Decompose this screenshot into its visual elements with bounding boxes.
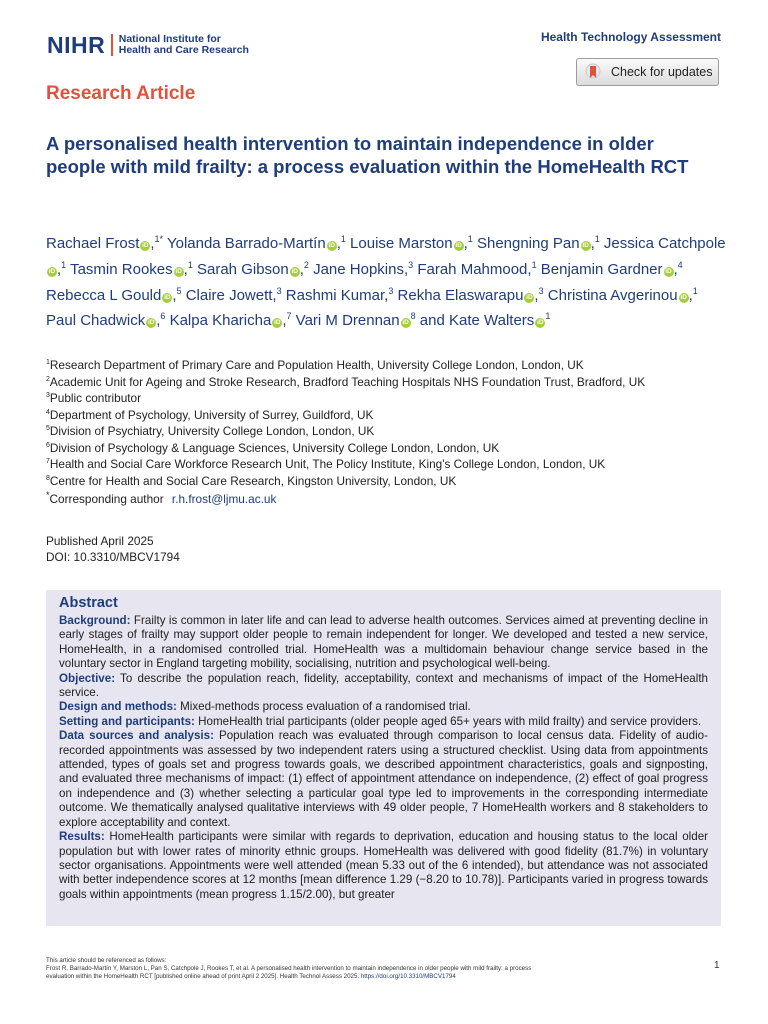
author-affiliation-sup: 8	[410, 311, 416, 322]
orcid-icon[interactable]: iD	[537, 319, 544, 327]
article-title: A personalised health intervention to maintain independence in older people with mild frailty: a process evaluation within the HomeHealth RCT	[46, 133, 689, 177]
abstract-heading: Abstract	[59, 595, 118, 611]
affiliation-item	[46, 356, 736, 373]
abstract-section-label: Background:	[59, 614, 131, 627]
author-affiliation-sup: 6	[160, 311, 166, 322]
author-name: Vari M Drennan	[295, 312, 400, 330]
orcid-icon[interactable]: iD	[328, 242, 335, 249]
author-name: Farah Mahmood	[417, 260, 528, 278]
author: Tasmin Rookes iD ,$^1$	[70, 259, 193, 278]
abstract-section	[59, 830, 708, 902]
author: Claire Jowett,$^3$	[185, 285, 282, 304]
logo-mark: NIHR	[47, 31, 106, 58]
author-affiliation-sup: 1	[545, 311, 551, 322]
author: Sarah Gibson iD ,$^2$	[197, 259, 309, 278]
author-name: Christina Avgerinou	[547, 286, 678, 304]
orcid-icon[interactable]: iD	[291, 267, 298, 275]
check-for-updates-label: Check for updates	[611, 65, 713, 79]
author-name: Rebecca L Gould	[46, 286, 162, 304]
author-affiliation-sup: 1*	[154, 234, 164, 244]
affiliation-text: Division of Psychiatry, University College London, London, UK	[49, 423, 375, 438]
author-affiliation-sup: 7	[286, 311, 292, 322]
author: Paul Chadwick iD ,$^6$	[46, 311, 166, 330]
bookmark-icon	[585, 63, 601, 81]
nihr-logo	[47, 31, 249, 59]
orcid-icon[interactable]: iD	[402, 319, 409, 327]
logo-name-line2: Health and Care Research	[118, 44, 249, 56]
journal-name[interactable]: Health Technology Assessment	[540, 30, 721, 44]
orcid-icon[interactable]: iD	[142, 242, 149, 249]
abstract-section-text: HomeHealth participants were similar with regards to deprivation, education and housing status to the local older population but with lower rates of minority ethnic groups. HomeHealth was delivered with good fidelity (81.7%) in voluntary sector organisations. Appointments were well attended (mean 5.33 out of the 6 intended), but attendance was not associated with better independence scores at 12 months [mean difference 1.29 (−8.20 to 10.78)]. Participants varied in progress towards goals within appointments (mean progress 1.15/2.00), but greater	[59, 830, 708, 901]
author-name: Kate Walters	[449, 312, 535, 330]
orcid-icon[interactable]: iD	[164, 293, 171, 301]
author-name: Jessica Catchpole	[603, 235, 726, 252]
orcid-icon[interactable]: iD	[175, 267, 182, 275]
author-affiliation-sup: 3	[408, 259, 414, 270]
author-affiliation-sup: 4	[677, 259, 683, 270]
author-name: Tasmin Rookes	[70, 260, 173, 278]
author-name: Rachael Frost	[46, 235, 140, 252]
author: Yolanda Barrado-Martín iD ,$^1$	[166, 234, 346, 252]
affiliation-text: Research Department of Primary Care and Population Health, University College London, London, UK	[49, 357, 584, 372]
author: Rashmi Kumar,$^3$	[285, 285, 394, 304]
orcid-icon[interactable]: iD	[680, 293, 687, 301]
author-affiliation-sup: 3	[276, 285, 282, 296]
affiliation-number: 8	[46, 474, 50, 482]
author-affiliation-sup: 1	[467, 234, 473, 244]
author: Farah Mahmood,$^1$	[417, 259, 537, 278]
affiliation-text: Centre for Health and Social Care Research, Kingston University, London, UK	[49, 473, 457, 488]
author-affiliation-sup: 1	[61, 259, 67, 270]
abstract-section-label: Design and methods:	[59, 700, 177, 714]
abstract-section-text: To describe the population reach, fidelity, acceptability, context and mechanisms of impact of the HomeHealth service.	[59, 671, 708, 700]
affiliations	[46, 356, 736, 488]
published-date: Published April 2025	[46, 534, 154, 548]
author: Shengning Pan iD ,$^1$	[476, 234, 600, 252]
abstract-section-label: Data sources and analysis:	[59, 729, 214, 743]
author: Kalpa Kharicha iD ,$^7$	[169, 311, 292, 330]
abstract-section-text: Frailty is common in later life and can lead to adverse health outcomes. Services aimed at preventing decline in early stages of frailty may support older people to remain independent for longer. We developed and tested a new service, HomeHealth, in a randomised controlled trial. HomeHealth was a multidomain behaviour change service based in the voluntary sector in England targeting mobility, socialising, nutrition and psychological well-being.	[59, 614, 708, 671]
orcid-icon[interactable]: iD	[48, 267, 56, 275]
affiliation-item	[46, 439, 736, 456]
abstract-section	[59, 672, 708, 701]
author: Louise Marston iD ,$^1$	[350, 234, 473, 252]
affiliation-item	[46, 455, 736, 472]
orcid-icon[interactable]: iD	[665, 267, 672, 275]
affiliation-text: Division of Psychology & Language Sciences, University College London, London, UK	[49, 440, 500, 455]
affiliation-text: Public contributor	[49, 390, 142, 405]
affiliation-number: 2	[46, 375, 50, 383]
author-name: Rekha Elaswarapu	[397, 286, 524, 304]
orcid-icon[interactable]: iD	[274, 319, 281, 327]
page-number: 1	[714, 960, 720, 971]
affiliation-number: 5	[46, 425, 50, 433]
author-affiliation-sup: 3	[538, 285, 544, 296]
affiliation-number: 6	[46, 441, 50, 449]
abstract-section	[59, 700, 708, 714]
logo-name-line1: National Institute for	[118, 32, 221, 45]
abstract-section-text: HomeHealth trial participants (older people aged 65+ years with mild frailty) and service providers.	[194, 714, 702, 728]
abstract-section	[59, 614, 708, 672]
author-name: Sarah Gibson	[197, 260, 289, 278]
abstract-section-label: Setting and participants:	[59, 714, 195, 728]
citation-footer	[46, 957, 666, 982]
logo-divider	[111, 34, 113, 56]
affiliation-text: Department of Psychology, University of Surrey, Guildford, UK	[49, 407, 374, 422]
article-type: Research Article	[46, 83, 196, 104]
affiliation-item	[46, 373, 736, 390]
author-name: Claire Jowett	[185, 286, 273, 304]
affiliation-number: 7	[46, 458, 50, 466]
corresponding-email-link[interactable]: r.h.frost@ljmu.ac.uk	[171, 491, 277, 506]
check-for-updates-button[interactable]	[576, 58, 719, 86]
affiliation-number: 4	[46, 408, 50, 416]
abstract-section-label: Results:	[59, 830, 105, 844]
author-affiliation-sup: 1	[692, 285, 698, 296]
affiliation-text: Academic Unit for Ageing and Stroke Research, Bradford Teaching Hospitals NHS Foundation Trust, Bradford, UK	[49, 374, 646, 389]
author-name: Kalpa Kharicha	[169, 312, 272, 330]
abstract-box	[46, 590, 721, 926]
author-name: Jane Hopkins	[313, 260, 404, 278]
abstract-section	[59, 715, 708, 729]
author-affiliation-sup: 2	[303, 259, 309, 270]
footer-line1: This article should be referenced as follows:	[46, 957, 167, 964]
author-name: Shengning Pan	[476, 235, 580, 252]
author-list: Rachael Frost iD ,$^{1*}$ Yolanda Barrado-Martín iD ,$^1$ Louise Marston iD ,$^1$ Shengning Pan iD ,$^1$ Jessica CatchpoleiD ,$^1$ Tasmin Rookes iD ,$^1$ Sarah Gibson iD ,$^2$ Jane Hopkins,$^3$ Farah Mahmood,$^1$ Benjamin Gardner iD ,$^4$ Rebecca L Gould iD ,$^5$ Claire Jowett,$^3$ Rashmi Kumar,$^3$ Rekha Elaswarapu iD ,$^3$ Christina Avgerinou iD ,$^1$ Paul Chadwick iD ,$^6$ Kalpa Kharicha iD ,$^7$ Vari M Drennan $iD^8$ and Kate Walters $iD^1$	[46, 234, 726, 330]
affiliation-item	[46, 422, 736, 439]
author-name: Benjamin Gardner	[540, 260, 663, 278]
author: Rachael Frost iD ,$^{1*}$	[46, 234, 164, 252]
author: Rekha Elaswarapu iD ,$^3$	[397, 285, 544, 304]
author-name: Louise Marston	[350, 235, 453, 252]
author-name: Yolanda Barrado-Martín	[166, 235, 326, 252]
affiliation-number: 1	[46, 359, 50, 366]
author-affiliation-sup: 1	[594, 234, 600, 244]
affiliation-item	[46, 389, 736, 406]
publication-info	[46, 533, 180, 565]
affiliation-text: Health and Social Care Workforce Research Unit, The Policy Institute, King's College London, London, UK	[49, 457, 606, 472]
abstract-section	[59, 729, 708, 830]
author	[449, 312, 550, 329]
orcid-icon[interactable]: iD	[455, 242, 462, 249]
affiliation-item	[46, 472, 736, 489]
abstract-section-text: Population reach was evaluated through comparison to local census data. Fidelity of audio-recorded appointments was assessed by two independent raters using a structured checklist. Using data from appointments attended, types of goals set and progress towards goals, we described appointment characteristics, goals and signposting, and evaluated three mechanisms of impact: (1) effect of appointment attendance on independence, (2) effect of goal progress on independence and (3) whether selecting a particular goal type led to improvements in the corresponding intermediate outcome. We thematically analysed qualitative interviews with 49 older people, 7 HomeHealth workers and 8 stakeholders to explore acceptability and context.	[59, 729, 708, 829]
author-affiliation-sup: 3	[388, 285, 394, 296]
abstract-body	[59, 614, 708, 902]
doi: DOI: 10.3310/MBCV1794	[46, 550, 180, 564]
author-affiliation-sup: 1	[531, 259, 537, 270]
author: Benjamin Gardner iD ,$^4$	[540, 259, 683, 278]
author-name: Paul Chadwick	[46, 312, 146, 330]
abstract-section-label: Objective:	[59, 671, 116, 685]
affiliation-number: 3	[46, 392, 50, 400]
footer-line2: Frost R, Barrado-Martín Y, Marston L, Pan S, Catchpole J, Rookes T, et al. A personalised health intervention to maintain independence in older people with mild frailty: a process	[46, 965, 532, 973]
affiliation-item	[46, 406, 736, 423]
author: Rebecca L Gould iD ,$^5$	[46, 285, 182, 304]
footer-citation-text: evaluation within the HomeHealth RCT [published online ahead of print April 2 2025]. Health Technol Assess 2025.	[46, 973, 360, 981]
orcid-icon[interactable]: iD	[582, 242, 589, 249]
author: Jane Hopkins,$^3$	[313, 259, 414, 278]
logo-name	[119, 34, 249, 57]
author-name: Rashmi Kumar	[285, 286, 385, 304]
abstract-section-text: Mixed-methods process evaluation of a randomised trial.	[176, 700, 471, 714]
author-affiliation-sup: 1	[340, 234, 346, 244]
author: Christina Avgerinou iD ,$^1$	[547, 285, 698, 304]
author-affiliation-sup: 5	[176, 285, 182, 296]
orcid-icon[interactable]: iD	[147, 319, 155, 327]
author	[296, 312, 416, 329]
footer-doi-link[interactable]: https://doi.org/10.3310/MBCV1794	[360, 973, 456, 981]
footer-line3	[46, 973, 666, 981]
corresponding-author: *Corresponding author r.h.frost@ljmu.ac.uk	[46, 490, 277, 506]
author-affiliation-sup: 1	[187, 259, 193, 270]
orcid-icon[interactable]: iD	[526, 293, 533, 301]
corresponding-label: Corresponding author	[49, 491, 164, 506]
author: Jessica CatchpoleiD ,$^1$	[48, 235, 726, 278]
